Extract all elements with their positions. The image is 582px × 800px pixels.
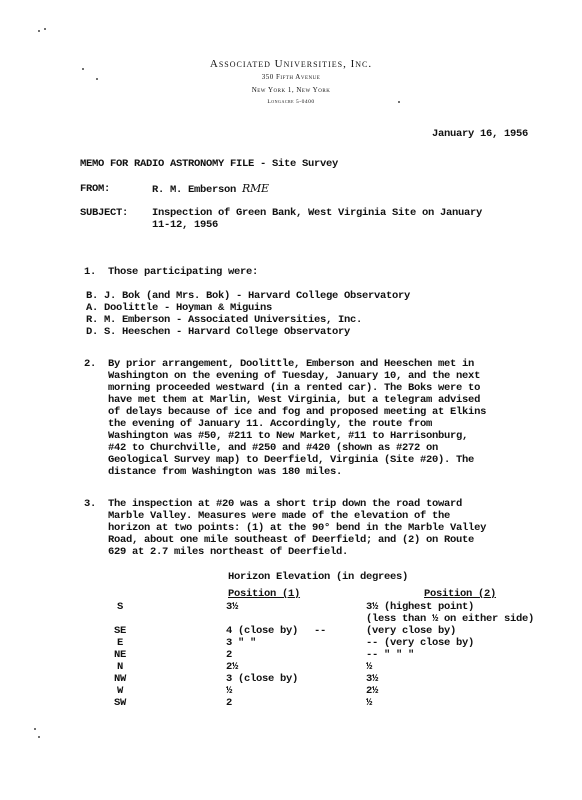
horizon-table-row <box>0 649 582 661</box>
direction-cell: E <box>116 637 123 649</box>
position1-cell: 3 (close by) <box>226 673 299 685</box>
paragraph-line: Washington on the evening of Tuesday, January 10, and the next <box>108 370 481 382</box>
position1-cell: 2½ <box>226 661 239 673</box>
paragraph-line: #42 to Churchville, and #250 and #420 (shown as #272 on <box>108 442 439 454</box>
participant-item: R. M. Emberson - Associated Universities, Inc. <box>86 314 363 326</box>
horizon-table-row <box>0 673 582 685</box>
horizon-table-row <box>0 685 582 697</box>
position2-cell: -- (very close by) <box>366 637 475 649</box>
subject-label: SUBJECT: <box>80 207 129 219</box>
horizon-table-title: Horizon Elevation (in degrees) <box>228 571 409 583</box>
subject-line-2: 11-12, 1956 <box>152 219 219 231</box>
direction-cell: W <box>116 685 123 697</box>
position1-header: Position (1) <box>228 588 301 600</box>
position1-cell: ½ <box>226 685 233 697</box>
horizon-table-row <box>0 661 582 673</box>
scan-speck <box>34 728 36 730</box>
letterhead-phone: Longacre 5-0400 <box>267 99 315 105</box>
position2-cell: 3½ <box>366 673 379 685</box>
position2-cell: -- " " " <box>366 649 415 661</box>
memo-date: January 16, 1956 <box>432 128 529 140</box>
from-value <box>152 183 269 196</box>
position2-cell: (very close by) <box>366 625 457 637</box>
separator-cell: -- <box>314 625 327 637</box>
paragraph-line: Marble Valley. Measures were made of the elevation of the <box>108 510 451 522</box>
position1-cell: 4 (close by) <box>226 625 299 637</box>
paragraph-line: horizon at two points: (1) at the 90° bend in the Marble Valley <box>108 522 487 534</box>
section1-heading: Those participating were: <box>108 266 259 278</box>
letterhead-address-line2: New York 1, New York <box>251 86 331 94</box>
paragraph-line: morning proceeded westward (in a rented car). The Boks were to <box>108 382 481 394</box>
section3-paragraph <box>108 498 558 558</box>
scan-speck <box>38 30 40 32</box>
position1-cell: 2 <box>226 649 233 661</box>
section2-number: 2. <box>84 358 97 370</box>
direction-cell: NW <box>113 673 126 685</box>
letterhead-org: Associated Universities, Inc. <box>209 58 373 70</box>
paragraph-line: Geological Survey map) to Deerfield, Virginia (Site #20). The <box>108 454 475 466</box>
position2-cell: 2½ <box>366 685 379 697</box>
paragraph-line: of delays because of ice and fog and proposed meeting at Elkins <box>108 406 487 418</box>
participant-item: A. Doolittle - Hoyman & Miguins <box>86 302 273 314</box>
paragraph-line: Road, about one mile southeast of Deerfield; and (2) on Route <box>108 534 475 546</box>
section2-paragraph <box>108 358 558 478</box>
direction-cell: S <box>116 601 123 613</box>
paragraph-line: By prior arrangement, Doolittle, Emberson and Heeschen met in <box>108 358 475 370</box>
horizon-table-row <box>0 637 582 649</box>
paragraph-line: have met them at Marlin, West Virginia, but a telegram advised <box>108 394 481 406</box>
position2-cell: ½ <box>366 697 373 709</box>
horizon-table-row <box>0 625 582 637</box>
paragraph-line: 629 at 2.7 miles northeast of Deerfield. <box>108 546 349 558</box>
participant-item: D. S. Heeschen - Harvard College Observatory <box>86 326 351 338</box>
position2-cell: 3½ (highest point) <box>366 601 475 613</box>
paragraph-line: The inspection at #20 was a short trip down the road toward <box>108 498 463 510</box>
horizon-table-row <box>0 613 582 625</box>
scan-speck <box>38 736 40 738</box>
position1-cell: 2 <box>226 697 233 709</box>
from-name: R. M. Emberson <box>152 184 237 196</box>
horizon-table-row <box>0 601 582 613</box>
direction-cell: N <box>116 661 123 673</box>
paragraph-line: the evening of January 11. Accordingly, the route from <box>108 418 433 430</box>
direction-cell: SE <box>113 625 126 637</box>
position1-cell: 3½ <box>226 601 239 613</box>
position2-header: Position (2) <box>424 588 497 600</box>
from-label: FROM: <box>80 183 111 195</box>
section3-number: 3. <box>84 498 97 510</box>
section1-number: 1. <box>84 266 97 278</box>
letterhead-address-line1: 350 Fifth Avenue <box>261 73 321 81</box>
subject-line-1: Inspection of Green Bank, West Virginia Site on January <box>152 207 483 219</box>
position2-cell: (less than ½ on either side) <box>366 613 535 625</box>
position1-cell: 3 " " <box>226 637 257 649</box>
direction-cell: SW <box>113 697 126 709</box>
horizon-table-row <box>0 697 582 709</box>
participant-item: B. J. Bok (and Mrs. Bok) - Harvard College Observatory <box>86 290 411 302</box>
position2-cell: ½ <box>366 661 373 673</box>
direction-cell: NE <box>113 649 126 661</box>
memo-title: MEMO FOR RADIO ASTRONOMY FILE - Site Survey <box>80 158 339 170</box>
paragraph-line: distance from Washington was 180 miles. <box>108 466 343 478</box>
scan-speck <box>44 28 46 30</box>
paragraph-line: Washington was #50, #211 to New Market, #11 to Harrisonburg, <box>108 430 469 442</box>
handwritten-signature: RME <box>242 182 269 195</box>
